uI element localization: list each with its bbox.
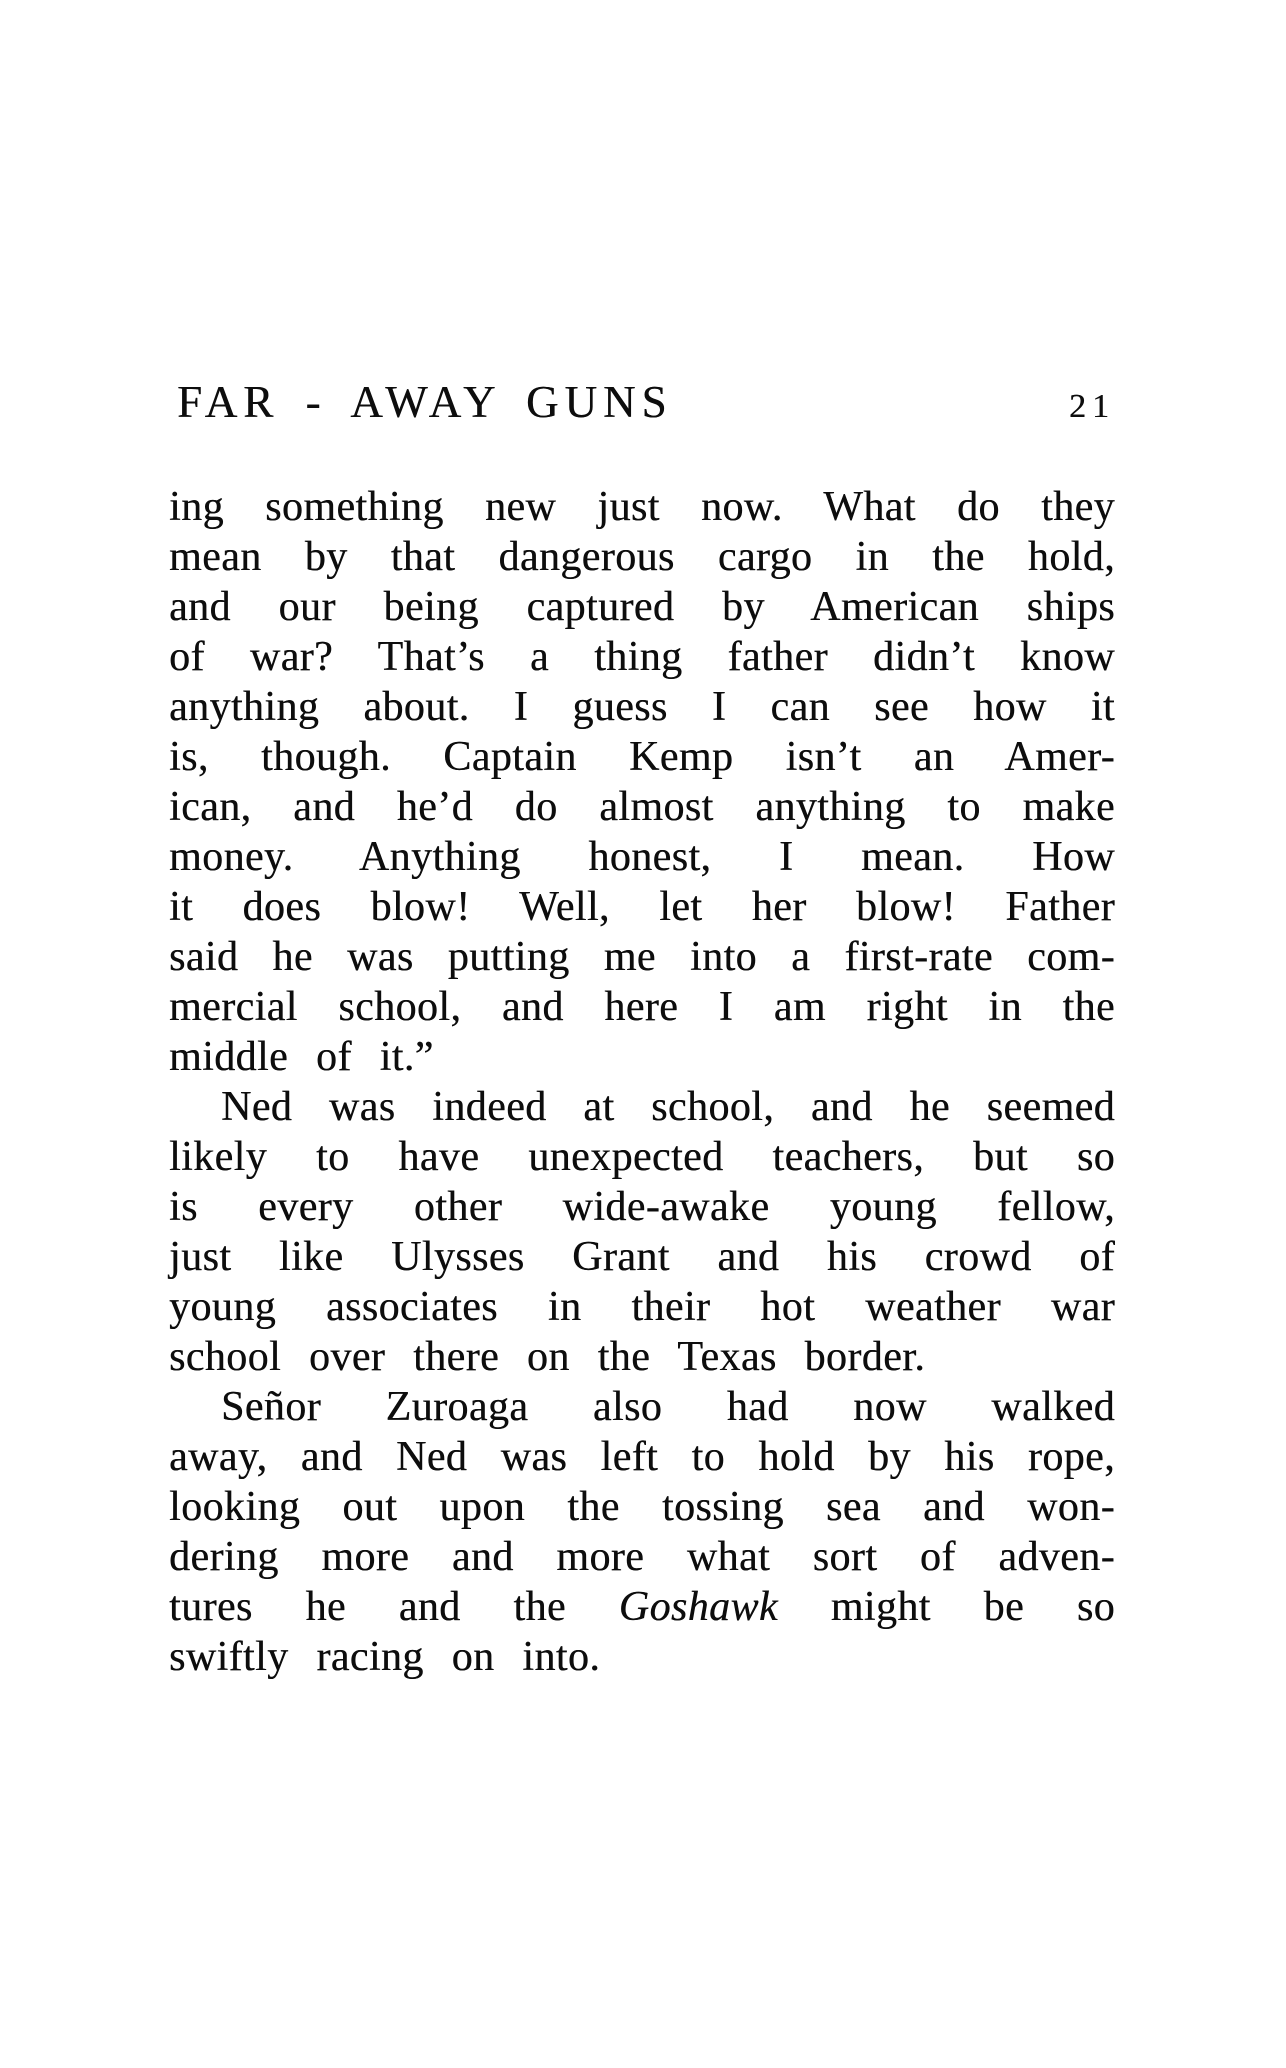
- text-line: dering more and more what sort of adven-: [169, 1534, 1115, 1580]
- text-line: is, though. Captain Kemp isn’t an Amer-: [169, 734, 1115, 780]
- text-line: mean by that dangerous cargo in the hold,: [169, 534, 1115, 580]
- text-line: of war? That’s a thing father didn’t know: [169, 634, 1115, 680]
- page-number: 21: [1069, 388, 1115, 425]
- ship-name-italic: Goshawk: [618, 1584, 778, 1630]
- text-line: middle of it.”: [169, 1034, 434, 1080]
- text-line: swiftly racing on into.: [169, 1634, 601, 1680]
- text-line: mercial school, and here I am right in the: [169, 984, 1115, 1030]
- running-title: FAR - AWAY GUNS: [177, 377, 673, 427]
- paragraph: [169, 1382, 1115, 1682]
- text-line: Señor Zuroaga also had now walked: [221, 1384, 1115, 1430]
- text-line: [169, 1582, 1115, 1632]
- text-line: school over there on the Texas border.: [169, 1334, 926, 1380]
- text-body: [169, 482, 1115, 1682]
- page-header: [169, 377, 1115, 427]
- text-line: Ned was indeed at school, and he seemed: [221, 1084, 1115, 1130]
- text-line: ican, and he’d do almost anything to make: [169, 784, 1115, 830]
- text-line: looking out upon the tossing sea and won-: [169, 1484, 1115, 1530]
- paragraph: [169, 1082, 1115, 1382]
- text-line: money. Anything honest, I mean. How: [169, 834, 1115, 880]
- text-segment: might be so: [777, 1584, 1115, 1630]
- text-line: just like Ulysses Grant and his crowd of: [169, 1234, 1115, 1280]
- text-line: ing something new just now. What do they: [169, 484, 1115, 530]
- text-line: is every other wide-awake young fellow,: [169, 1184, 1115, 1230]
- text-line: away, and Ned was left to hold by his rope,: [169, 1434, 1115, 1480]
- text-line: young associates in their hot weather war: [169, 1284, 1115, 1330]
- text-line: anything about. I guess I can see how it: [169, 684, 1115, 730]
- text-segment: tures he and the: [169, 1584, 619, 1630]
- text-line: likely to have unexpected teachers, but so: [169, 1134, 1115, 1180]
- text-line: it does blow! Well, let her blow! Father: [169, 884, 1115, 930]
- paragraph: [169, 482, 1115, 1082]
- text-line: and our being captured by American ships: [169, 584, 1115, 630]
- text-line: said he was putting me into a first-rate com-: [169, 934, 1115, 980]
